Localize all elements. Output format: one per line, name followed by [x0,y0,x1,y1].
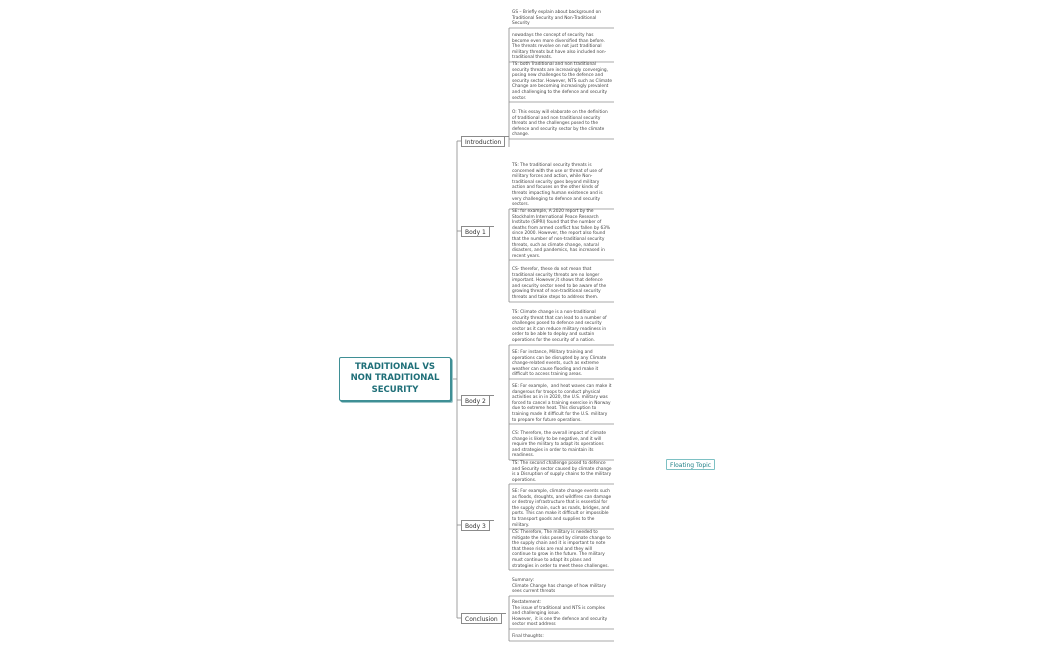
branch-body-2[interactable]: Body 2 [461,395,490,406]
leaf-body-2-se-2[interactable]: SE: For example, and heat waves can make it dangerous for troops to conduct physical activities as in in 2020, the U.S. military was forced to cancel a training exercise in Norway due to extreme heat. This disruption to training made it difficult for the U.S. military to prepare for future operations. [512,384,613,423]
leaf-body-1-ts[interactable]: TS: The traditional security threats is concerned with the use or threat of use of military forces and action, while Non-traditional security goes beyond military action and focuses on the other kinds of threats impacting human existence and is very challenging to defence and security sectors. [512,163,605,208]
leaf-body-3-se[interactable]: SE: For example, climate change events such as floods, droughts, and wildfires can damage or destroy infrastructure that is essential for the supply chain, such as roads, bridges, and ports. This can make it difficult or impossible to transport goods and supplies to the military. [512,489,613,528]
leaf-introduction-o[interactable]: O: This essay will elaborate on the definition of traditional and non traditional security threats and the challenges posed to the defence and security sector by the climate change. [512,110,610,138]
central-topic[interactable]: TRADITIONAL VS NON TRADITIONAL SECURITY [339,357,451,401]
floating-topic[interactable]: Floating Topic [666,459,715,470]
branch-conclusion[interactable]: Conclusion [461,613,502,624]
leaf-introduction-context[interactable]: nowadays the concept of security has become even more diversified than before. The threats revolve on not just traditional military threats but have also included non-traditional threats. [512,33,607,61]
leaf-body-1-cs[interactable]: CS- therefor, these do not mean that traditional security threats are no longer important. However,it shows that defence and security sector need to be aware of the growing threat of non-traditional security threats and take steps to address them. [512,267,608,300]
leaf-body-3-cs[interactable]: CS: Therefore, The military is needed to mitigate the risks posed by climate change to the supply chain and it is important to note that these risks are real and they will continue to grow in the future. The military must continue to adapt its plans and strategies in order to meet these challenges. [512,530,613,569]
leaf-body-2-cs[interactable]: CS: Therefore, the overall impact of climate change is likely to be negative, and it will require the military to adapt its operations and strategies in order to maintain its readiness. [512,431,608,459]
leaf-conclusion-final-thoughts[interactable]: Final thoughts: [512,634,544,639]
branch-body-3[interactable]: Body 3 [461,520,490,531]
leaf-body-2-ts[interactable]: TS: Climate change is a non-traditional security threat that can lead to a number of challenges posed to defence and security sector as it can reduce military readiness in order to be able to deploy and sustain operations for the security of a nation. [512,310,609,343]
leaf-introduction-gs[interactable]: GS – Briefly explain about background on Traditional Security and Non-Traditional Security [512,10,603,27]
leaf-conclusion-summary[interactable]: Summary: Climate Change has change of how military sees current threats [512,578,606,595]
leaf-body-2-se-1[interactable]: SE: For instance, Military training and operations can be disrupted by any Climate change-related events, such as extreme weather can cause flooding and make it difficult to access training areas. [512,350,608,378]
leaf-introduction-ts[interactable]: TS: both Traditional and non traditional security threats are increasingly converging, posing new challenges to the defence and security sector. However, NTS such as Climate Change are becoming increasingly prevalent and challenging to the defence and security sector. [512,62,614,101]
leaf-body-3-ts[interactable]: TS: The second challenge posed to defence and Security sector caused by climate change is a Disruption of supply chains to the military operations. [512,461,613,483]
leaf-body-1-se[interactable]: SE: for example, A 2020 report by the Stockholm International Peace Research Institute (SIPRI) found that the number of deaths from armed conflict has fallen by 63% since 2000. However, the report also found that the number of non-traditional security threats, such as climate change, natural disasters, and pandemics, has increased in recent years. [512,209,612,259]
branch-introduction[interactable]: Introduction [461,136,505,147]
branch-body-1[interactable]: Body 1 [461,226,490,237]
leaf-conclusion-restatement[interactable]: Restatement: The issue of traditional and NTS is complex and challenging issue. However, it is one the defence and security sector most address [512,600,608,628]
